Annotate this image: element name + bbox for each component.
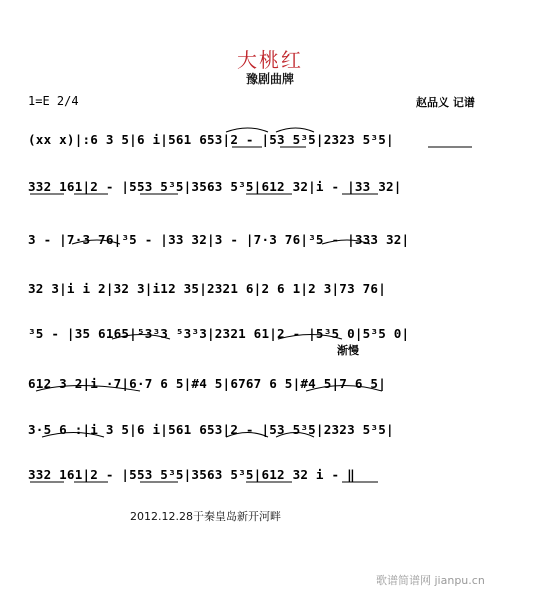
- page-subtitle: 豫剧曲牌: [245, 72, 294, 86]
- tempo-mark: 渐慢: [337, 344, 359, 357]
- watermark: 歌谱简谱网 jianpu.cn: [376, 574, 485, 587]
- staff-line-4: 32 3|i i 2|32 3|i12 35|2321 6|2 6 1|2 3|73 76|: [28, 281, 386, 296]
- staff-line-6: 612 3 2|i ·7|6·7 6 5|#4 5|6767 6 5|#4 5|7 6 5|: [28, 376, 386, 391]
- staff-line-7: 3·5 6 :|i 3 5|6 i|561 653|2 - |53 5³5|2323 5³5|: [28, 422, 394, 437]
- staff-line-1: (xx x)|:6 3 5|6 i|561 653|2 - |53 5³5|2323 5³5|: [28, 132, 394, 147]
- date-place-note: 2012.12.28于秦皇岛新开河畔: [130, 510, 281, 523]
- staff-line-2: 332 161|2 - |553 5³5|3563 5³5|612 32|i - |33 32|: [28, 179, 402, 194]
- staff-line-8: 332 161|2 - |553 5³5|3563 5³5|612 32 i - ‖: [28, 467, 355, 482]
- key-signature: 1=E 2/4: [28, 94, 79, 108]
- page-title: 大桃红: [237, 48, 303, 72]
- arranger-credit: 赵品义 记谱: [416, 96, 475, 109]
- staff-line-5: ³5 - |35 6165|⁵3³3 ⁵3³3|2321 61|2 - |5³5 0|5³5 0|: [28, 326, 410, 341]
- staff-line-3: 3 - |7·3 76|³5 - |33 32|3 - |7·3 76|³5 - |333 32|: [28, 232, 410, 247]
